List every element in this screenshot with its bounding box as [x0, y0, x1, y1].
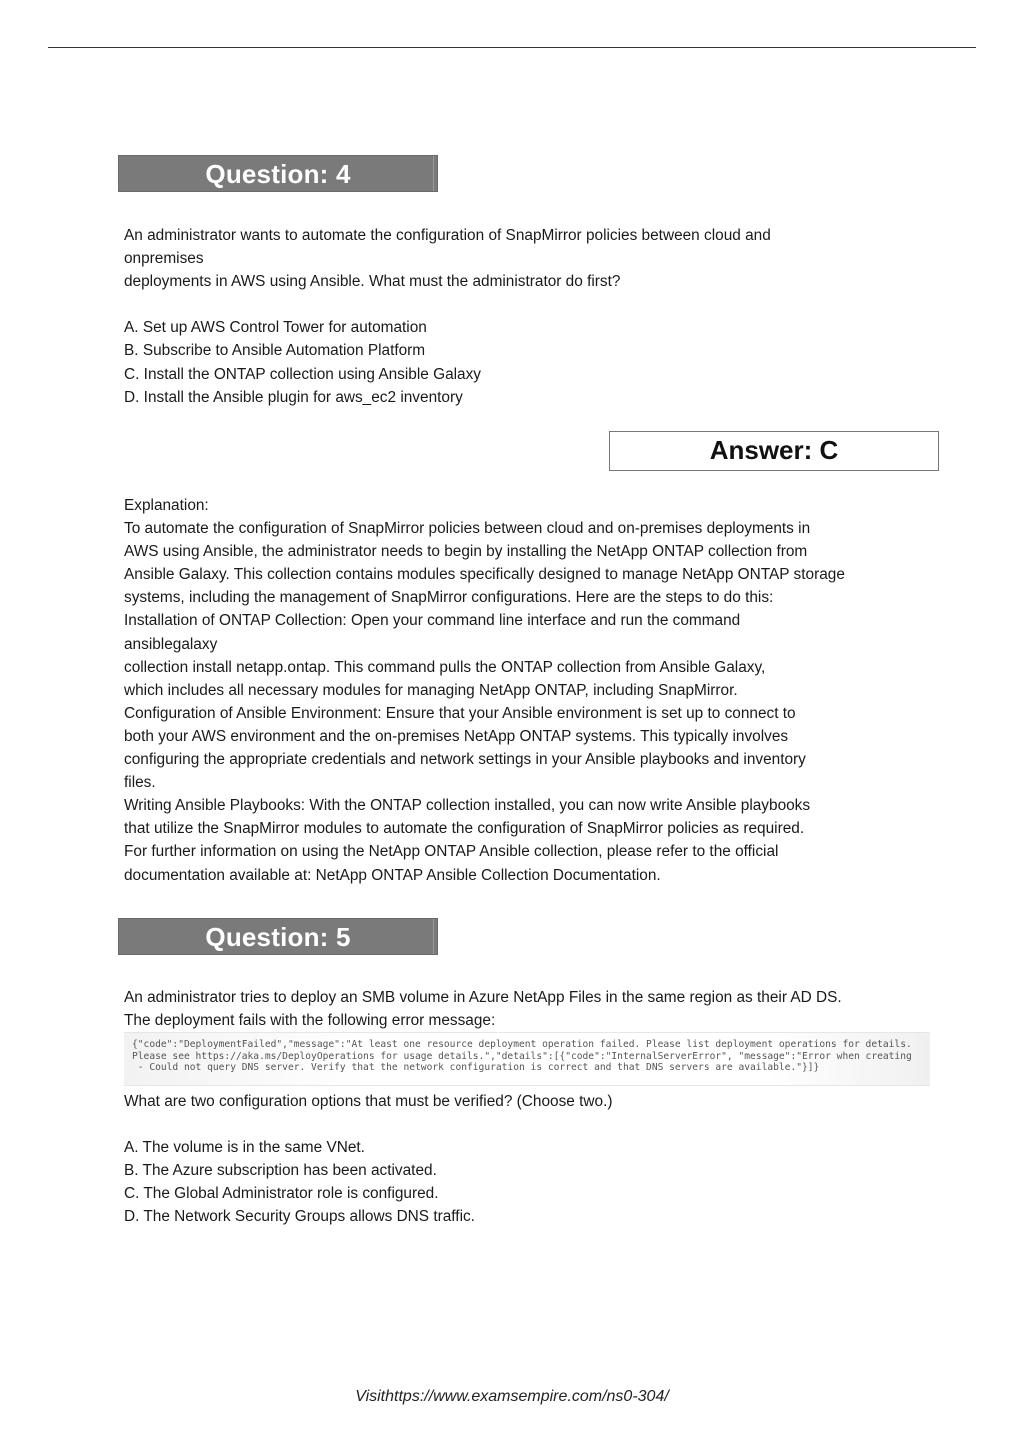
explanation-line: documentation available at: NetApp ONTAP Ansible Collection Documentation.	[124, 866, 661, 884]
explanation-line: Ansible Galaxy. This collection contains modules specifically designed to manage NetApp ONTAP storage	[124, 566, 845, 584]
option-b: B. Subscribe to Ansible Automation Platform	[124, 342, 426, 360]
stem-line: The deployment fails with the following error message:	[124, 1012, 496, 1030]
explanation-line: Installation of ONTAP Collection: Open your command line interface and run the command	[124, 612, 741, 630]
question-5-options	[124, 1090, 944, 1229]
stem-line: deployments in AWS using Ansible. What must the administrator do first?	[124, 273, 621, 291]
question-5-title: Question: 5	[205, 922, 351, 952]
stem-line: An administrator tries to deploy an SMB volume in Azure NetApp Files in the same region as their AD DS.	[124, 989, 842, 1006]
question-4-title: Question: 4	[205, 159, 351, 189]
error-message-screenshot	[124, 1032, 930, 1086]
error-line: - Could not query DNS server. Verify that the network configuration is correct and that DNS servers are available."}]}	[132, 1062, 820, 1074]
question-4-stem	[124, 224, 944, 409]
question-5-stem	[124, 986, 944, 1032]
option-d: D. The Network Security Groups allows DNS traffic.	[124, 1208, 475, 1226]
option-b: B. The Azure subscription has been activated.	[124, 1162, 437, 1180]
option-a: A. The volume is in the same VNet.	[124, 1139, 365, 1157]
explanation-line: Writing Ansible Playbooks: With the ONTAP collection installed, you can now write Ansible playbooks	[124, 797, 811, 815]
error-line: {"code":"DeploymentFailed","message":"At least one resource deployment operation failed. Please list deployment operations for details.	[132, 1039, 912, 1050]
answer-label: Answer: C	[709, 435, 839, 465]
explanation-line: For further information on using the NetApp ONTAP Ansible collection, please refer to the official	[124, 843, 779, 861]
option-c: C. The Global Administrator role is configured.	[124, 1185, 439, 1203]
explanation-line: which includes all necessary modules for managing NetApp ONTAP, including SnapMirror.	[124, 681, 738, 699]
explanation-block	[124, 494, 944, 887]
option-c: C. Install the ONTAP collection using Ansible Galaxy	[124, 365, 482, 383]
footer-link-text: Visithttps://www.examsempire.com/ns0-304/	[355, 1388, 669, 1405]
explanation-line: that utilize the SnapMirror modules to automate the configuration of SnapMirror policies as required.	[124, 820, 805, 838]
explanation-line: ansiblegalaxy	[124, 635, 218, 653]
explanation-line: configuring the appropriate credentials and network settings in your Ansible playbooks and inventory	[124, 751, 806, 769]
explanation-line: To automate the configuration of SnapMirror policies between cloud and on-premises deployments in	[124, 520, 811, 538]
explanation-line: Configuration of Ansible Environment: Ensure that your Ansible environment is set up to connect to	[124, 704, 796, 722]
error-line: Please see https://aka.ms/DeployOperations for usage details.","details":[{"code":"InternalServerError", "message":"Error when creating	[132, 1050, 912, 1062]
explanation-line: both your AWS environment and the on-premises NetApp ONTAP systems. This typically involves	[124, 727, 789, 745]
explanation-line: Explanation:	[124, 497, 209, 514]
question-4-banner	[118, 155, 438, 192]
header-rule	[48, 47, 976, 48]
answer-box	[609, 431, 939, 471]
explanation-line: collection install netapp.ontap. This command pulls the ONTAP collection from Ansible Galaxy,	[124, 658, 766, 676]
option-d: D. Install the Ansible plugin for aws_ec2 inventory	[124, 388, 463, 406]
question-5-banner	[118, 918, 438, 955]
option-a: A. Set up AWS Control Tower for automation	[124, 319, 427, 337]
stem-line: An administrator wants to automate the configuration of SnapMirror policies between cloud and	[124, 227, 771, 244]
explanation-line: AWS using Ansible, the administrator needs to begin by installing the NetApp ONTAP collection from	[124, 543, 808, 561]
explanation-line: files.	[124, 774, 156, 792]
stem-line: onpremises	[124, 250, 204, 268]
explanation-line: systems, including the management of SnapMirror configurations. Here are the steps to do this:	[124, 589, 774, 607]
question-prompt: What are two configuration options that must be verified? (Choose two.)	[124, 1093, 613, 1110]
